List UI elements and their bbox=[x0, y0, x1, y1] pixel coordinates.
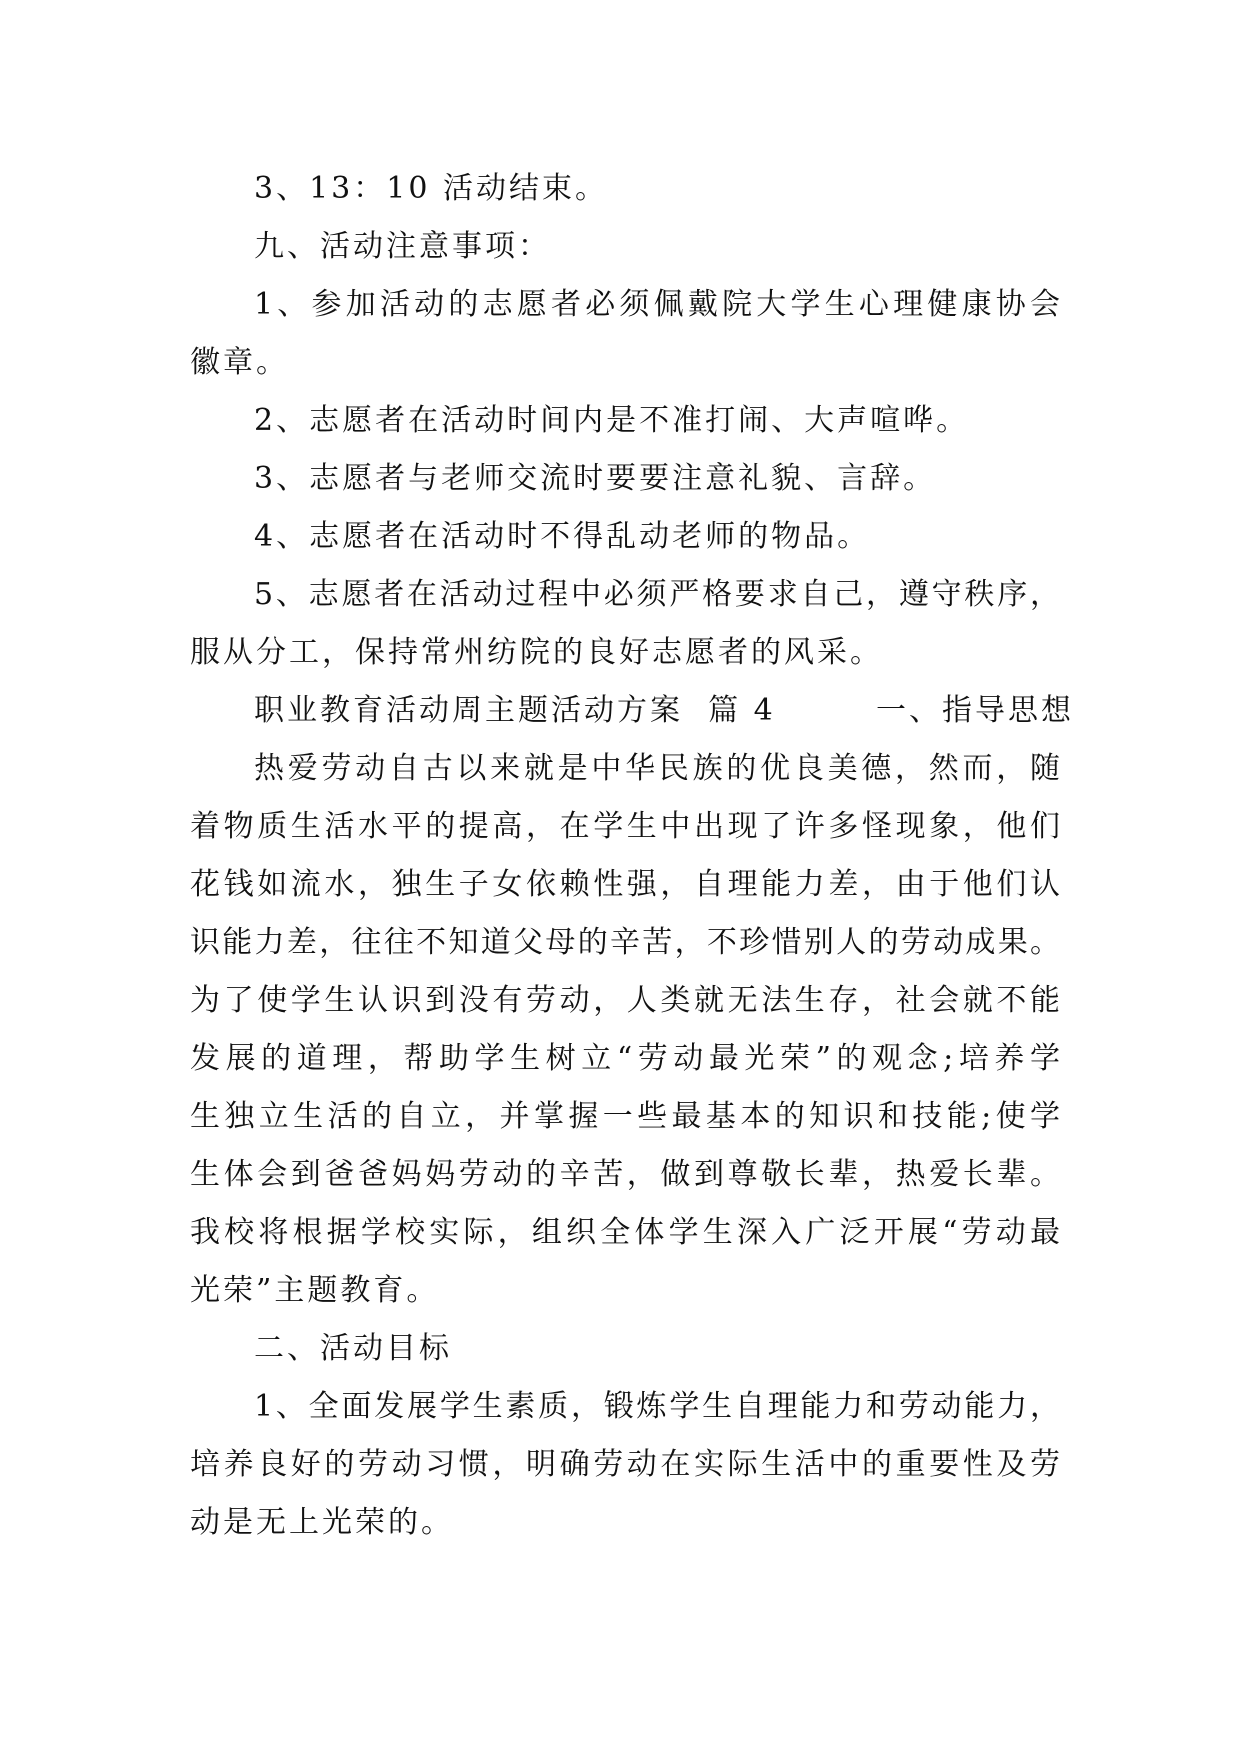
text-line: 生体会到爸爸妈妈劳动的辛苦，做到尊敬长辈，热爱长辈。 bbox=[190, 1157, 1060, 1192]
text-line: 我校将根据学校实际，组织全体学生深入广泛开展“劳动最 bbox=[190, 1215, 1060, 1250]
section-heading: 九、活动注意事项： bbox=[254, 229, 551, 264]
text-line: 4、志愿者在活动时不得乱动老师的物品。 bbox=[254, 519, 871, 554]
text-line: 1、全面发展学生素质，锻炼学生自理能力和劳动能力， bbox=[254, 1389, 1060, 1424]
text-line: 培养良好的劳动习惯，明确劳动在实际生活中的重要性及劳 bbox=[190, 1447, 1060, 1482]
text-line: 2、志愿者在活动时间内是不准打闹、大声喧哗。 bbox=[254, 403, 970, 438]
text-line: 光荣”主题教育。 bbox=[190, 1273, 440, 1308]
text-line: 热爱劳动自古以来就是中华民族的优良美德，然而，随 bbox=[254, 751, 1060, 786]
text-line: 服从分工，保持常州纺院的良好志愿者的风采。 bbox=[190, 635, 883, 670]
text-line: 生独立生活的自立，并掌握一些最基本的知识和技能;使学 bbox=[190, 1099, 1060, 1134]
text-line: 识能力差，往往不知道父母的辛苦，不珍惜别人的劳动成果。 bbox=[190, 925, 1060, 960]
article-title: 职业教育活动周主题活动方案 篇 4 一、指导思想 bbox=[254, 693, 1074, 728]
text-line: 5、志愿者在活动过程中必须严格要求自己，遵守秩序， bbox=[254, 577, 1060, 612]
text-line: 着物质生活水平的提高，在学生中出现了许多怪现象，他们 bbox=[190, 809, 1060, 844]
text-line: 花钱如流水，独生子女依赖性强，自理能力差，由于他们认 bbox=[190, 867, 1060, 902]
text-line: 为了使学生认识到没有劳动，人类就无法生存，社会就不能 bbox=[190, 983, 1060, 1018]
text-line: 3、13：10 活动结束。 bbox=[254, 171, 608, 206]
document-body bbox=[190, 160, 1074, 1552]
text-line: 徽章。 bbox=[190, 345, 289, 380]
text-line: 1、参加活动的志愿者必须佩戴院大学生心理健康协会 bbox=[254, 287, 1060, 322]
text-line: 动是无上光荣的。 bbox=[190, 1505, 454, 1540]
section-heading: 二、活动目标 bbox=[254, 1331, 452, 1366]
text-line: 发展的道理，帮助学生树立“劳动最光荣”的观念;培养学 bbox=[190, 1041, 1060, 1076]
text-line: 3、志愿者与老师交流时要要注意礼貌、言辞。 bbox=[254, 461, 937, 496]
